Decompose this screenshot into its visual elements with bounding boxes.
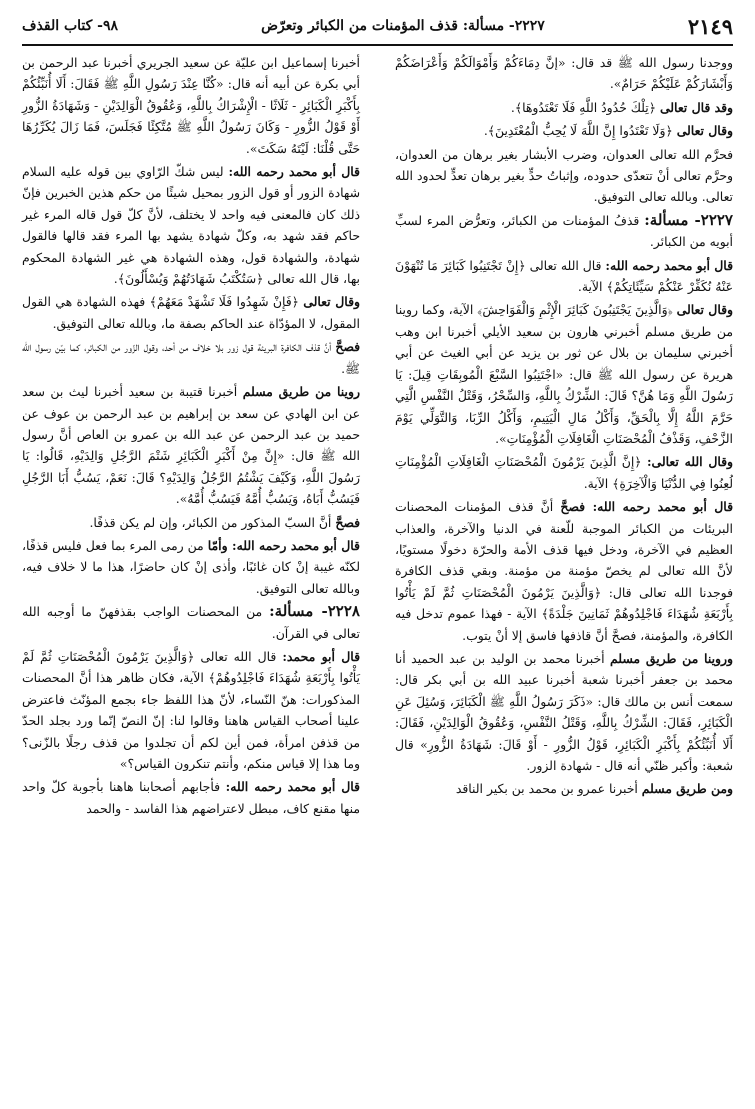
paragraph-lead: فصحَّ [335, 339, 360, 355]
page-number: ٢١٤٩ [687, 13, 733, 39]
left-column [22, 52, 360, 821]
issue-heading [22, 601, 360, 644]
paragraph [395, 299, 733, 449]
paragraph-text: من رمى المرء بما فعل فليس قذفًا، لكنّه غيبة إنْ كان غائبًا، وأذى إنْ كان حاضرًا، هذا ما لا خلاف فيه، وبالله تعالى التوفيق. [22, 537, 360, 596]
issue-number: ٢٢٢٨- مسألة: [269, 602, 360, 621]
book-title: ٩٨- كتاب القذف [22, 18, 119, 34]
paragraph [395, 144, 733, 208]
paragraph-lead: فصحَّ [335, 514, 360, 530]
paragraph-lead: وقال تعالى [676, 302, 733, 318]
paragraph-lead: وروينا من طريق مسلم [610, 650, 733, 666]
paragraph-lead: وقد قال تعالى [659, 99, 733, 115]
right-column [395, 52, 733, 821]
paragraph-lead: روينا من طريق مسلم [242, 384, 360, 400]
paragraph [395, 451, 733, 494]
paragraph-text: أنَّ قذف المؤمنات المحصنات البريئات من الكبائر الموجبة للّعنة في الدنيا والآخرة، والعذاب العظيم في الآخرة، ودخل فيها قذف الأمة والحرّة دخولًا مستويًا، لأنَّ الله تعالى لم يخصّ مؤمنة من مؤمنة. وبقي قذف الكافرة فوجدنا الله تعالى قال: ﴿وَالَّذِينَ يَرْمُونَ الْمُحْصَنَاتِ ثُمَّ لَمْ يَأْتُوا بِأَرْبَعَةِ شُهَدَاءَ فَاجْلِدُوهُمْ ثَمَانِينَ جَلْدَةً﴾ الآية - فهذا عموم تدخل فيه الكافرة، والمؤمنة، فصحَّ أنَّ قاذفها فاسق إلا أنْ يتوب. [395, 499, 733, 643]
paragraph [22, 381, 360, 509]
paragraph-text: قال الله تعالى ﴿وَالَّذِينَ يَرْمُونَ الْمُحْصَنَاتِ ثُمَّ لَمْ يَأْتُوا بِأَرْبَعَةِ شُهَدَاءَ فَاجْلِدُوهُمْ﴾ الآية، فكان ظاهر هذا أنَّ المحصنات المذكورات: هنّ النّساء، لأنّ هذا اللفظ جاء بجمع المؤنّث فاعترض علينا أصحاب القياس هاهنا وقالوا لنا: إنّ النصّ إنّما ورد بجلد الحدّ من قذفن امرأة، فمن أين لكم أن تجلدوا من قذف رجلًا بالزّنى؟ وما هذا إلا قياس منكم، وأنتم تنكرون القياس؟» [22, 648, 360, 771]
paragraph-text: قال الله تعالى ﴿إِنْ تَجْتَنِبُوا كَبَائِرَ مَا تُنْهَوْنَ عَنْهُ نُكَفِّرْ عَنْكُمْ سَيِّئَاتِكُمْ﴾ الآية. [395, 257, 733, 295]
paragraph-lead: قال أبو محمد: [282, 648, 360, 664]
page-header [22, 8, 733, 46]
paragraph-text: ووجدنا رسول الله ﷺ قد قال: «إنَّ دِمَاءَكُمْ وَأَمْوَالَكُمْ وَأَعْرَاضَكُمْ وَأَبْشَارَكُمْ عَلَيْكُمْ حَرَامٌ». [395, 55, 733, 92]
paragraph-lead: وقال تعالى [676, 123, 733, 139]
running-title: ٢٢٢٧- مسألة: قذف المؤمنات من الكبائر وتعرّض [261, 18, 545, 34]
paragraph [395, 778, 733, 799]
paragraph [22, 161, 360, 289]
paragraph-lead: قال أبو محمد رحمه الله: [605, 257, 733, 273]
paragraph [22, 535, 360, 599]
paragraph-text: فحرَّم الله تعالى العدوان، وضرب الأبشار بغير برهان من العدوان، وحرَّم تعالى أنْ تتعدّى حدوده، وإثباتُ حدٍّ بغير برهان تعدٍّ لحدود الله تعالى. وبالله تعالى التوفيق. [395, 146, 733, 205]
paragraph-lead: وقال الله تعالى: [646, 454, 734, 470]
paragraph-text: أخبرنا عمرو بن محمد بن بكير الناقد [455, 781, 638, 797]
paragraph [395, 255, 733, 298]
paragraph-lead: قال أبو محمد رحمه الله: فصحَّ [560, 499, 733, 515]
paragraph-lead: قال أبو محمد رحمه الله: وأمّا [207, 537, 360, 553]
paragraph-text: ﴿إِنَّ الَّذِينَ يَرْمُونَ الْمُحْصَنَاتِ الْغَافِلَاتِ الْمُؤْمِنَاتِ لُعِنُوا فِي الدُّنْيَا وَالْآخِرَةِ﴾ الآية. [395, 454, 733, 491]
paragraph-text: فأجابهم أصحابنا هاهنا بأجوبة كلّ واحد منها مقنع كاف، مبطل لاعتراضهم هذا الفاسد - والحمد [22, 779, 360, 816]
paragraph-lead: قال أبو محمد رحمه الله: [228, 164, 360, 180]
paragraph-text: ﴿وَالَّذِينَ يَجْتَنِبُونَ كَبَائِرَ الْإِثْمِ وَالْفَوَاحِشَ﴾ الآية، وكما روينا من طريق مسلم أخبرني هارون بن سعيد الأيلي أخبرنا ابن وهب أخبرني سليمان بن بلال عن ثور بن يزيد عن أبي الغيث عن أبي هريرة عن رسول الله ﷺ قال: «اجْتَنِبُوا السَّبْعَ الْمُوبِقَاتِ قِيلَ: يَا رَسُولَ اللَّهِ وَمَا هُنَّ؟ قَالَ: الشِّرْكُ بِاللَّهِ، وَالسِّحْرُ، وَقَتْلُ النَّفْسِ الَّتِي حَرَّمَ اللَّهُ إِلَّا بِالْحَقِّ، وَأَكْلُ مَالِ الْيَتِيمِ، وَأَكْلُ الرِّبَا، وَالتَّوَلِّي يَوْمَ الزَّحْفِ، وَقَذْفُ الْمُحْصَنَاتِ الْغَافِلَاتِ الْمُؤْمِنَاتِ». [395, 302, 733, 446]
paragraph-text: ﴿وَلَا تَعْتَدُوا إِنَّ اللَّهَ لَا يُحِبُّ الْمُعْتَدِينَ﴾. [483, 123, 673, 139]
paragraph-lead: قال أبو محمد رحمه الله: [225, 779, 360, 795]
paragraph [22, 291, 360, 334]
paragraph-lead: وقال تعالى [303, 294, 360, 310]
paragraph-text: أخبرنا محمد بن الوليد بن عبد الحميد أنا محمد بن جعفر أخبرنا شعبة أخبرنا عبيد الله بن أبي بكر قال: سمعت أنس بن مالك قال: «ذَكَرَ رَسُولُ اللَّهِ ﷺ الْكَبَائِرَ، وَسُئِلَ عَنِ الْكَبَائِرِ، فَقَالَ: الشِّرْكُ بِاللَّهِ، وَقَتْلُ النَّفْسِ، وَعُقُوقُ الْوَالِدَيْنِ، فَقَالَ: أَلَا أُنَبِّئُكُمْ بِأَكْبَرِ الْكَبَائِرِ، قَوْلُ الزُّورِ - أَوْ قَالَ: شَهَادَةُ الزُّورِ» قال شعبة: وأكبر ظنّي أنه قال - شهادة الزور. [395, 650, 733, 773]
issue-heading [395, 210, 733, 253]
paragraph [395, 648, 733, 776]
paragraph-text: قذفُ المؤمنات من الكبائر، وتعرُّض المرء لسبِّ أبويه من الكبائر. [395, 212, 733, 250]
paragraph-text: ﴿تِلْكَ حُدُودُ اللَّهِ فَلَا تَعْتَدُوهَا﴾. [510, 99, 656, 115]
text-columns [22, 52, 733, 821]
paragraph [22, 512, 360, 533]
paragraph-text: من المحصنات الواجب بقذفهنّ ما أوجبه الله تعالى في القرآن. [22, 604, 360, 641]
paragraph [395, 97, 733, 118]
issue-number: ٢٢٢٧- مسألة: [644, 210, 733, 229]
paragraph-text: أخبرنا إسماعيل ابن عليّة عن سعيد الجريري أخبرنا عبد الرحمن بن أبي بكرة عن أبيه أنه قال: «كُنَّا عِنْدَ رَسُولِ اللَّهِ ﷺ فَقَالَ: أَلَا أُنَبِّئُكُمْ بِأَكْبَرِ الْكَبَائِرِ - ثَلَاثًا - الْإِشْرَاكُ بِاللَّهِ، وَعُقُوقُ الْوَالِدَيْنِ - وَشَهَادَةُ الزُّورِ أَوْ قَوْلُ الزُّورِ - وَكَانَ رَسُولُ اللَّهِ ﷺ مُتَّكِئًا فَجَلَسَ، فَمَا زَالَ يُكَرِّرُهَا حَتَّى قُلْنَا: لَيْتَهُ سَكَتَ». [22, 55, 360, 156]
paragraph-text: أنَّ قذف الكافرة البريئة قول زور بلا خلاف من أحد، وقول الزّور من الكبائر، كما بيّن رسول الله ﷺ. [22, 339, 360, 376]
paragraph [22, 776, 360, 819]
paragraph [22, 336, 360, 379]
paragraph-text: ﴿فَإِنْ شَهِدُوا فَلَا تَشْهَدْ مَعَهُمْ﴾ فهذه الشهادة هي القول المقول، لا المؤدّاة عند الحاكم بصفة ما، وبالله تعالى التوفيق. [22, 294, 360, 331]
paragraph [22, 52, 360, 159]
paragraph [395, 496, 733, 646]
paragraph [395, 52, 733, 95]
paragraph-lead: ومن طريق مسلم [641, 781, 733, 797]
paragraph [395, 120, 733, 141]
paragraph [22, 646, 360, 774]
paragraph-text: أخبرنا قتيبة بن سعيد أخبرنا ليث بن سعد عن ابن الهادي عن سعد بن إبراهيم بن عبد الرحمن بن عوف عن حميد بن عبد الرحمن عن عبد الله بن عمرو بن العاص أنَّ رسول الله ﷺ قال: «إِنَّ مِنْ أَكْبَرِ الْكَبَائِرِ شَتْمَ الرَّجُلِ وَالِدَيْهِ، قَالُوا: يَا رَسُولَ اللَّهِ، وَكَيْفَ يَشْتُمُ الرَّجُلُ وَالِدَيْهِ؟ قَالَ: نَعَمْ، يَسُبُّ أَبَا الرَّجُلِ فَيَسُبُّ أَبَاهُ، وَيَسُبُّ أُمَّهُ فَيَسُبُّ أُمَّهُ». [22, 384, 360, 507]
paragraph-text: أنَّ السبّ المذكور من الكبائر، وإن لم يكن قذفًا. [89, 514, 332, 530]
paragraph-text: ليس شكّ الرّاوي بين قوله عليه السلام شهادة الزور أو قول الزور بمحيل شيئًا من حكم هذين الخبرين فإنّ ذلك كان فالمعنى فيه واحد لا يختلف، لأنَّ كلّ قول قاله المرء غير حاكم فقد شهد به، وكلّ شهادة يشهد بها المرء فقد قالها فالقول شهادة، والشهادة قول، وهذه الشهادة هي غير الشهادة المحكوم بها، قال الله تعالى ﴿سَتُكْتَبُ شَهَادَتُهُمْ وَيُسْأَلُونَ﴾. [22, 164, 360, 287]
